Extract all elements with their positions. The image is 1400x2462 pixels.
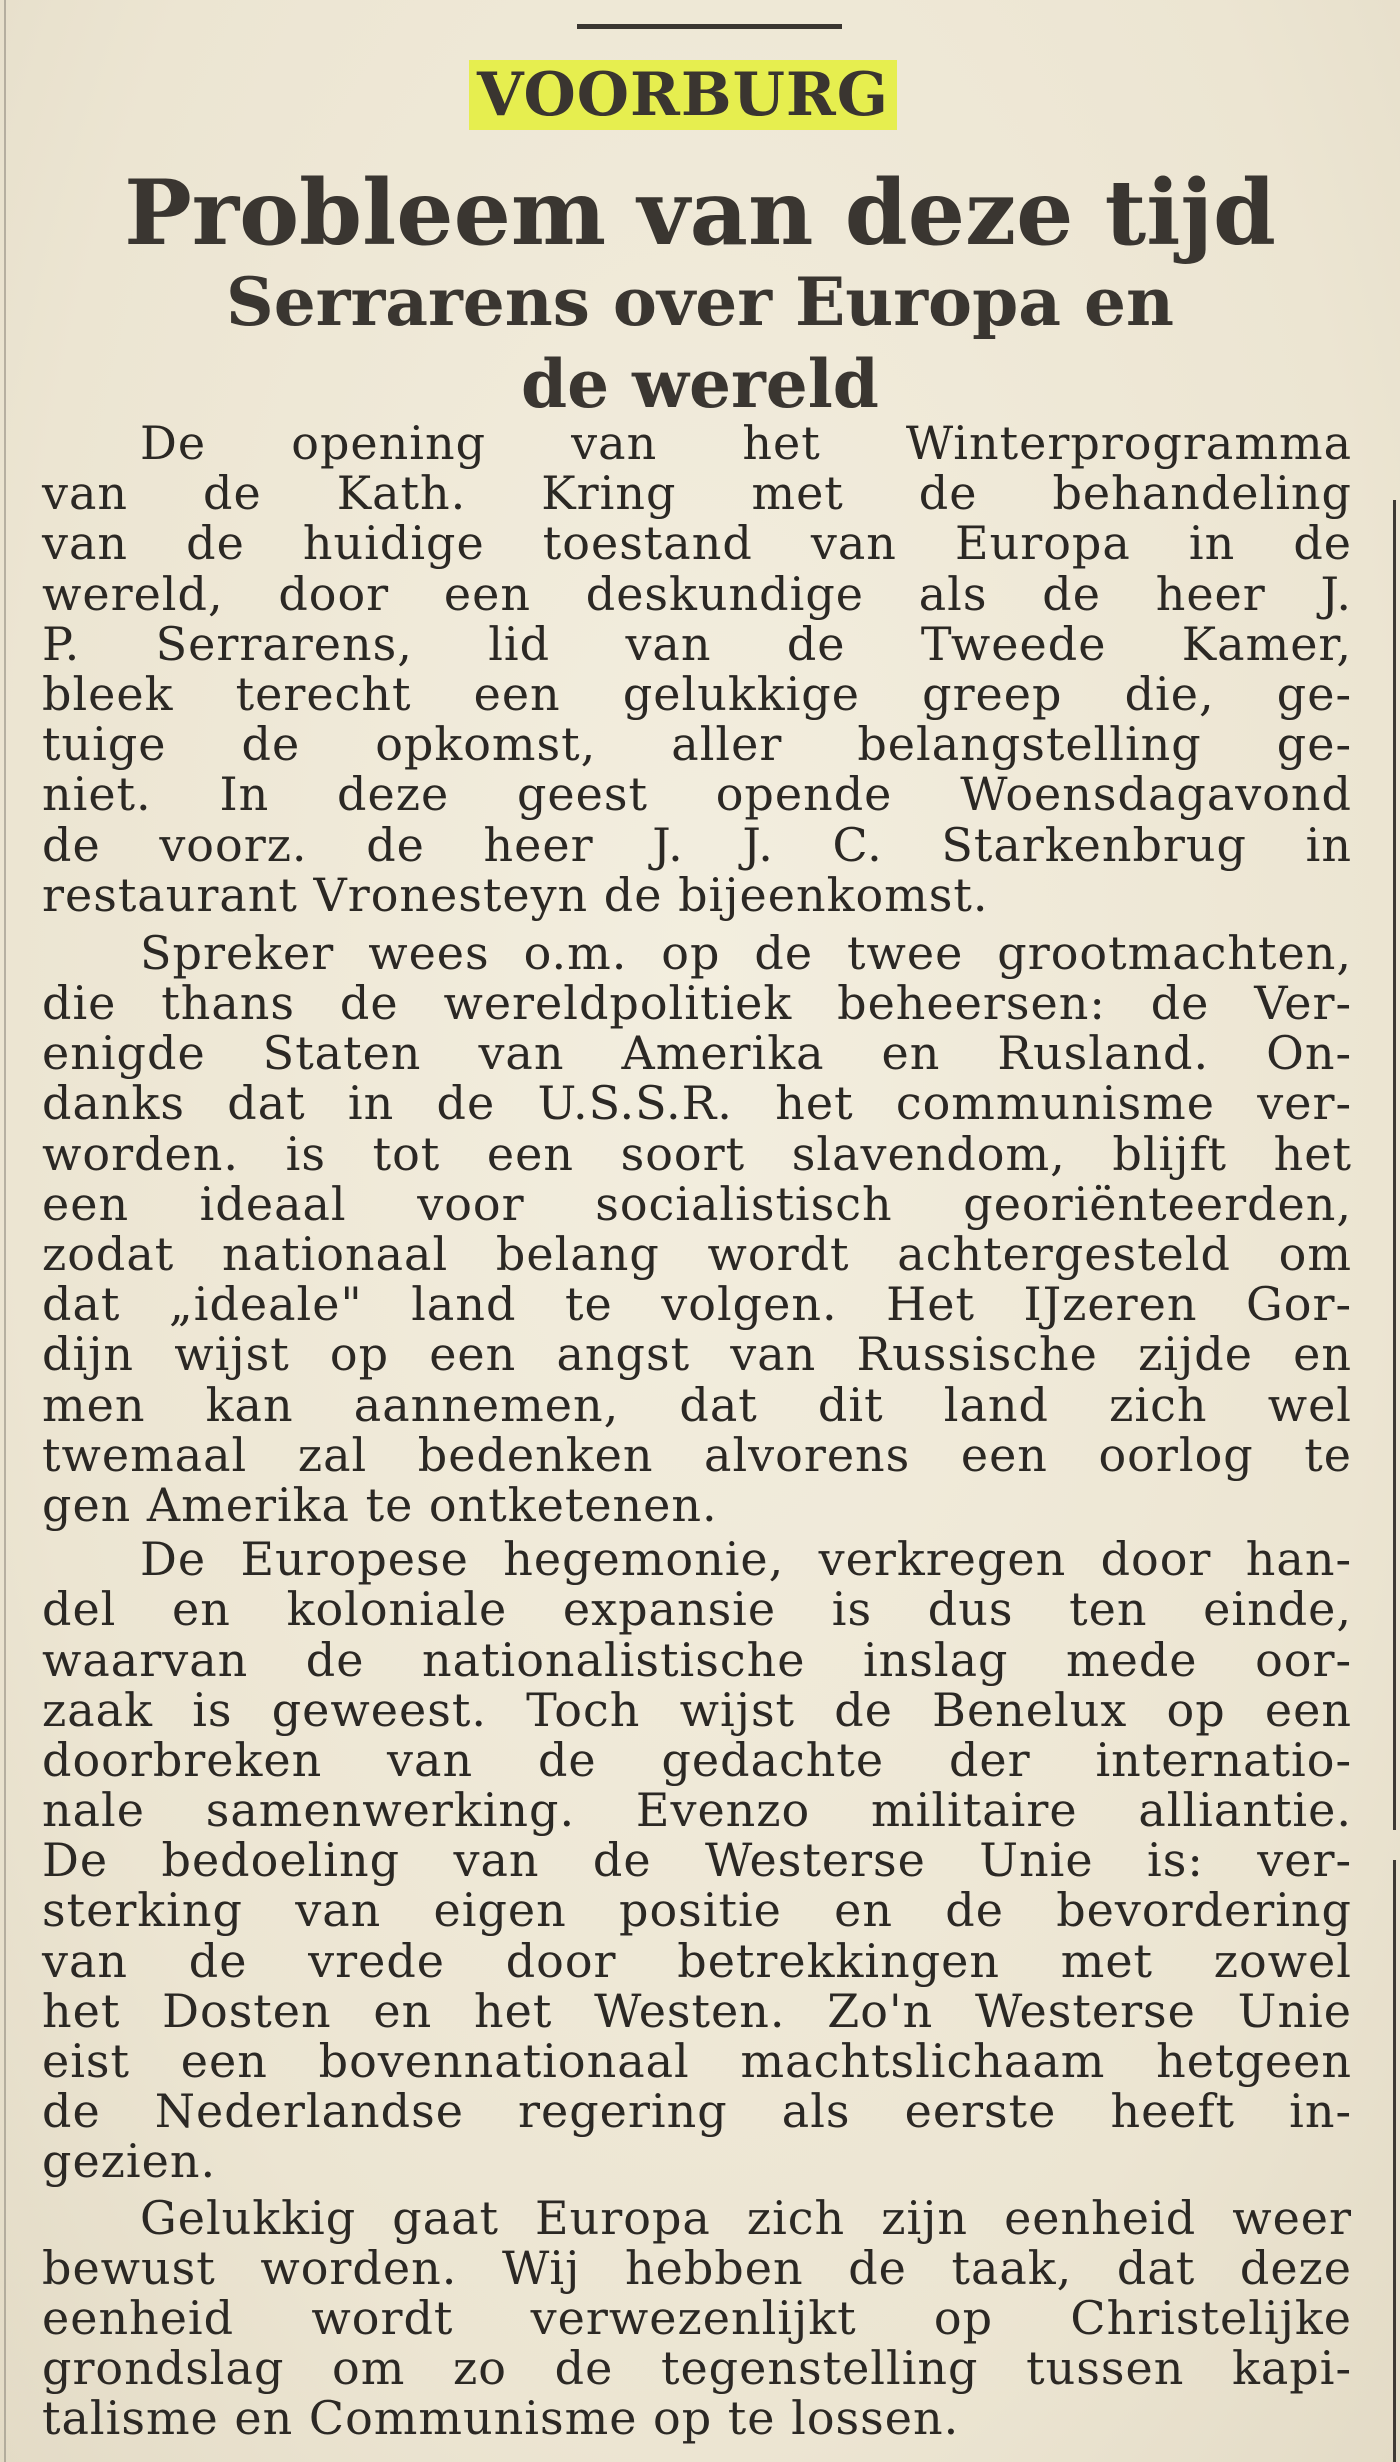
article-paragraph (42, 925, 1352, 1532)
article-line: bleek terecht een gelukkige greep die, ge- (42, 666, 1352, 721)
article-line: van de vrede door betrekkingen met zowel (42, 1933, 1352, 1988)
article-line: waarvan de nationalistische inslag mede oor- (42, 1632, 1352, 1687)
article-line: grondslag om zo de tegenstelling tussen kapi- (42, 2341, 1352, 2396)
article-line: P. Serrarens, lid van de Tweede Kamer, (42, 616, 1352, 671)
article-line: enigde Staten van Amerika en Rusland. On- (42, 1026, 1352, 1081)
article-line: gen Amerika te ontketenen. (42, 1477, 718, 1532)
article-paragraph (42, 418, 1352, 920)
article-line: dat „ideale" land te volgen. Het IJzeren Gor- (42, 1277, 1352, 1332)
article-paragraph (42, 2190, 1352, 2446)
article-line: eenheid wordt verwezenlijkt op Christelijke (42, 2290, 1352, 2345)
article-line: worden. is tot een soort slavendom, blijft het (42, 1126, 1352, 1181)
article-line: Gelukkig gaat Europa zich zijn eenheid weer (140, 2190, 1352, 2245)
article-line: doorbreken van de gedachte der internatio- (42, 1732, 1352, 1787)
article-line: het Dosten en het Westen. Zo'n Westerse Unie (42, 1983, 1352, 2038)
column-rule-right-bottom (1393, 1860, 1396, 2462)
article-line: van de Kath. Kring met de behandeling (42, 466, 1352, 521)
section-kicker: VOORBURG (469, 60, 897, 130)
article-line: danks dat in de U.S.S.R. het communisme ver- (42, 1076, 1352, 1131)
article-line: twemaal zal bedenken alvorens een oorlog te (42, 1427, 1352, 1482)
article-line: de Nederlandse regering als eerste heeft in- (42, 2084, 1352, 2139)
article-line: De bedoeling van de Westerse Unie is: ver- (42, 1833, 1352, 1888)
article-line: zaak is geweest. Toch wijst de Benelux op een (42, 1682, 1352, 1737)
article-subheadline-line1: Serrarens over Europa en (226, 263, 1174, 341)
article-line: eist een bovennationaal machtslichaam hetgeen (42, 2034, 1352, 2088)
article-line: gezien. (42, 2134, 217, 2189)
top-rule (577, 24, 842, 29)
article-paragraph (42, 1532, 1352, 2189)
article-line: zodat nationaal belang wordt achtergesteld om (42, 1227, 1352, 1281)
article-line: men kan aannemen, dat dit land zich wel (42, 1377, 1352, 1432)
article-line: De opening van het Winterprogramma (140, 416, 1352, 470)
article-line: die thans de wereldpolitiek beheersen: de Ver- (42, 976, 1352, 1031)
article-line: Spreker wees o.m. op de twee grootmachten, (140, 925, 1352, 980)
article-body (42, 418, 1352, 2444)
article-line: restaurant Vronesteyn de bijeenkomst. (42, 867, 989, 922)
article-line: de voorz. de heer J. J. C. Starkenbrug in (42, 817, 1352, 872)
article-line: dijn wijst op een angst van Russische zijde en (42, 1327, 1352, 1382)
article-subheadline-line2: de wereld (521, 345, 879, 423)
article-line: niet. In deze geest opende Woensdagavond (42, 767, 1352, 822)
article-line: del en koloniale expansie is dus ten einde, (42, 1582, 1352, 1637)
article-line: wereld, door een deskundige als de heer J. (42, 566, 1352, 621)
article-line: nale samenwerking. Evenzo militaire alliantie. (42, 1783, 1352, 1838)
article-line: talisme en Communisme op te lossen. (42, 2391, 960, 2446)
article-line: van de huidige toestand van Europa in de (42, 516, 1352, 571)
article-line: sterking van eigen positie en de bevordering (42, 1883, 1352, 1938)
article-headline: Probleem van deze tijd (124, 160, 1276, 266)
article-line: tuige de opkomst, aller belangstelling ge- (42, 717, 1352, 772)
article-line: De Europese hegemonie, verkregen door han- (140, 1532, 1352, 1587)
column-rule-right-top (1393, 500, 1396, 1830)
article-line: bewust worden. Wij hebben de taak, dat deze (42, 2240, 1352, 2295)
article-line: een ideaal voor socialistisch georiënteerden, (42, 1176, 1352, 1231)
